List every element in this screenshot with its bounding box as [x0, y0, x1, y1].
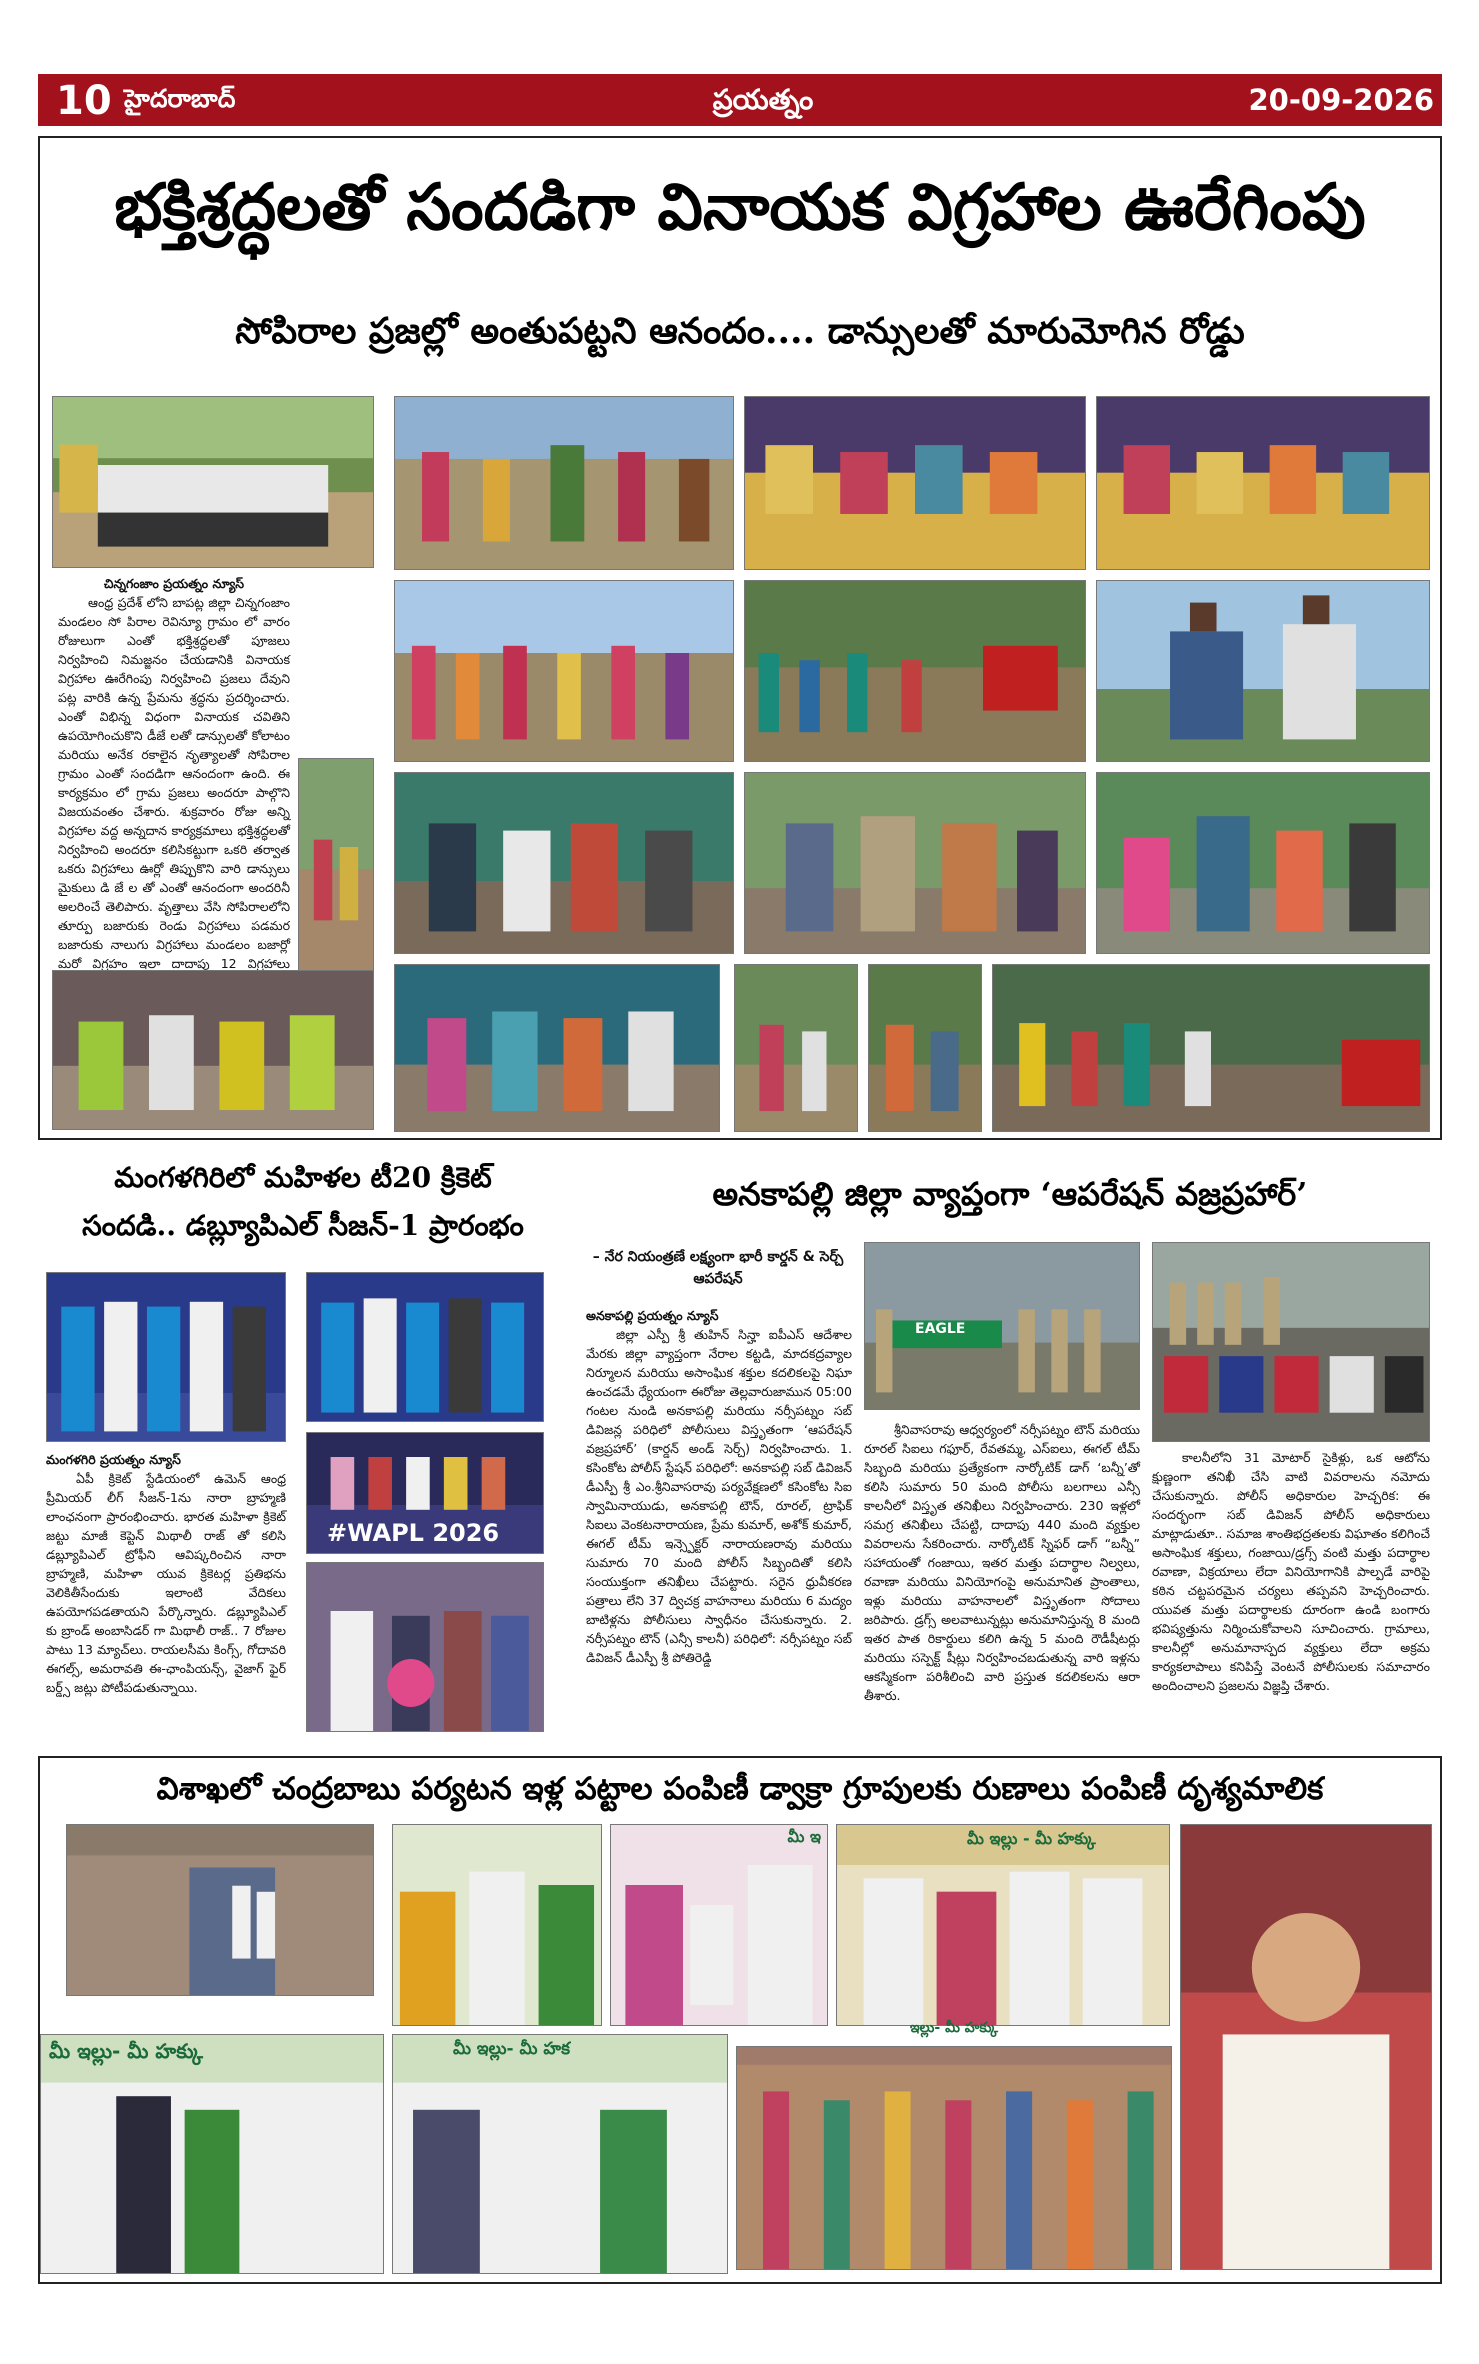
banner-text-4: మీ ఇల్లు- మీ హక — [453, 2039, 570, 2059]
eagle-banner: EAGLE — [915, 1321, 966, 1337]
photo-cbn-banner-1 — [836, 1824, 1170, 2026]
photo-cbn-portrait — [1180, 1824, 1432, 2270]
photo-cricket-players-2 — [306, 1272, 544, 1422]
story3-dateline: అనకాపల్లి ప్రయత్నం న్యూస్ — [586, 1308, 719, 1323]
story3-column1 — [586, 1306, 852, 1746]
story1-headline: భక్తిశ్రద్ధలతో సందడిగా వినాయక విగ్రహాల ఊరేగింపు — [114, 170, 1366, 245]
photo-cbn-women-1 — [392, 1824, 602, 2026]
photo-men-dancing-1 — [1096, 580, 1430, 762]
banner-text-5-wrap — [736, 2020, 1172, 2044]
banner-text-2: మీ ఇల్లు - మీ హక్కు — [967, 1829, 1096, 1848]
photo-cbn-women-crowd — [736, 2046, 1172, 2270]
story2-text-column — [46, 1450, 286, 1740]
photo-police-eagle-banner — [864, 1242, 1140, 1410]
story-cbn-visakha — [38, 1756, 1442, 2284]
story-operation-vajraprahar — [578, 1150, 1442, 1750]
photo-men-dancing-3 — [744, 772, 1086, 954]
story3-headline: అనకాపల్లి జిల్లా వ్యాప్తంగా ‘ఆపరేషన్ వజ్రప్రహార్’ — [712, 1175, 1308, 1213]
story3-subhead-text: – నేర నియంత్రణే లక్ష్యంగా భారీ కార్డన్ & సెర్చ్ ఆపరేషన్ — [592, 1249, 844, 1287]
story-ganesh-procession — [38, 136, 1442, 1140]
story1-text-column — [58, 574, 290, 978]
photo-street-crowd — [744, 580, 1086, 762]
story3-subhead — [586, 1246, 850, 1296]
photo-men-dancing-4 — [1096, 772, 1430, 954]
photo-cbn-crowd-walk — [66, 1824, 374, 1996]
photo-women-seated-1 — [744, 396, 1086, 570]
story-womens-cricket — [38, 1150, 568, 1740]
story2-body: ఏపీ క్రికెట్ స్టేడియంలో ఉమెన్ ఆంధ్ర ప్రీమియర్ లీగ్ సీజన్-1ను నారా బ్రాహ్మణి లాంఛనంగా ప్రారంభించారు. భారత మహిళా క్రికెట్ జట్టు మాజీ కెప్టెన్ మిథాలీ రాజ్ తో కలిసి డబ్ల్యూపిఎల్ ట్రోఫీని ఆవిష్కరించిన నారా బ్రాహ్మణి, మహిళా యువ క్రికెటర్ల ప్రతిభను వెలికితీసేందుకు ఇలాంటి వేదికలు ఉపయోగపడతాయని పేర్కొన్నారు. డబ్ల్యూపిఎల్ కు బ్రాండ్ అంబాసిడర్ గా మిథాలీ రాజ్.. 7 రోజుల పాటు 13 మ్యాచ్‌లు. రాయలసీమ కింగ్స్, గోదావరి ఈగల్స్, అమరావతి ఈ-ఛాంపియన్స్, వైజాగ్ ఫైర్ బర్డ్స్ జట్లు పోటీపడుతున్నాయి. — [46, 1471, 286, 1695]
edition-city: హైదరాబాద్ — [124, 84, 236, 113]
story3-column2 — [864, 1420, 1140, 1750]
photo-street-gathering — [734, 964, 858, 1132]
photo-trophy-bouquet — [306, 1562, 544, 1732]
photo-cbn-women-2 — [610, 1824, 828, 2026]
photo-police-motorcycles — [1152, 1242, 1430, 1442]
story2-dateline: మంగళగిరి ప్రయత్నం న్యూస్ — [46, 1452, 181, 1467]
photo-street-gathering-2 — [868, 964, 982, 1132]
banner-text-5: ఇల్లు- మీ హక్కు — [909, 2020, 999, 2036]
photo-group-men — [52, 396, 374, 568]
photo-crowd-tractor — [992, 964, 1430, 1132]
story2-headline-line1: మంగళగిరిలో మహిళల టీ20 క్రికెట్ — [114, 1161, 492, 1194]
wapl-banner: #WAPL 2026 — [327, 1519, 500, 1547]
issue-date: 20-09-2026 — [1248, 83, 1434, 117]
photo-women-dance — [394, 396, 734, 570]
story4-headline: విశాఖలో చంద్రబాబు పర్యటన ఇళ్ల పట్టాల పంపిణీ డ్వాక్రా గ్రూపులకు రుణాలు పంపిణీ దృశ్యమాలిక — [156, 1771, 1324, 1807]
story3-col3: కాలనీలోని 31 మోటార్ సైకిళ్లు, ఒక ఆటోను క్షుణ్ణంగా తనిఖీ చేసి వాటి వివరాలను నమోదు చేసుకున్నారు. పోలీస్ అధికారుల హెచ్చరిక: ఈ సందర్భంగా సబ్ డివిజన్ పోలీస్ అధికారులు మాట్లాడుతూ.. సమాజ శాంతిభద్రతలకు విఘాతం కలిగించే అసాంఘిక శక్తులు, గంజాయి/డ్రగ్స్ వంటి మత్తు పదార్థాల రవాణా, విక్రయాలు లేదా వినియోగానికి పాల్పడే వారిపై కఠిన చట్టపరమైన చర్యలు తప్పవని హెచ్చరించారు. యువత మత్తు పదార్థాలకు దూరంగా ఉండి బంగారు భవిష్యత్తును నిర్మించుకోవాలని సూచించారు. గ్రామాలు, కాలనీల్లో అనుమానాస్పద వ్యక్తులు లేదా అక్రమ కార్యకలాపాలు కనిపిస్తే వెంటనే పోలీసులకు సమాచారం అందించాలని ప్రజలను విజ్ఞప్తి చేశారు. — [1152, 1450, 1430, 1693]
story3-column3 — [1152, 1448, 1430, 1748]
story3-col2: శ్రీనివాసరావు ఆధ్వర్యంలో నర్సీపట్నం టౌన్ మరియు రూరల్ సిఐలు గఫూర్, రేవతమ్మ, ఎస్ఐలు, ఈగల్ టీమ్ సిబ్బంది మరియు ప్రత్యేకంగా నార్కోటిక్ డాగ్ ‘బన్నీ’తో కలిసి సుమారు 50 మంది పోలీసు బలగాలు ఎన్సీ కాలనీలో విస్తృత తనిఖీలు నిర్వహించారు. 230 ఇళ్లలో సమగ్ర తనిఖీలు చేపట్టి, దాదాపు 440 మంది వ్యక్తుల వివరాలను సేకరించారు. నార్కోటిక్ స్నిఫర్ డాగ్ “బన్నీ” సహాయంతో గంజాయి, ఇతర మత్తు పదార్థాల నిల్వలు, రవాణా మరియు వినియోగంపై అనుమానిత ప్రాంతాలు, ఇళ్లు మరియు వాహనాలలో విస్తృతంగా సోదాలు జరిపారు. డ్రగ్స్ అలవాటున్నట్లు అనుమానిస్తున్న 8 మంది ఇతర పాత రికార్డులు కలిగి ఉన్న 5 మంది రౌడీషీటర్లు మరియు సస్పెక్ట్ షీట్లు నిర్వహించబడుతున్న వారి ఇళ్లను ఆకస్మికంగా పరిశీలించి వారి ప్రస్తుత కదలికలను ఆరా తీశారు. — [864, 1422, 1140, 1703]
story3-col1: జిల్లా ఎస్పీ శ్రీ తుహిన్ సిన్హా ఐపీఎస్ ఆదేశాల మేరకు జిల్లా వ్యాప్తంగా నేరాల కట్టడి, మాదకద్రవ్యాల నిర్మూలన మరియు అసాంఘిక శక్తుల కదలికలపై నిఘా ఉంచడమే ధ్యేయంగా ఈరోజు తెల్లవారుజామున 05:00 గంటల నుండి అనకాపల్లి మరియు నర్సీపట్నం సబ్ డివిజన్ల పరిధిలో పోలీసులు విస్తృతంగా ‘ఆపరేషన్ వజ్రప్రహార్’ (కార్డన్ అండ్ సెర్చ్) నిర్వహించారు. 1. కసింకోట పోలీస్ స్టేషన్ పరిధిలో: అనకాపల్లి సబ్ డివిజన్ డీఎస్పీ శ్రీ ఎం.శ్రీనివాసరావు పర్యవేక్షణలో కసింకోట సిఐ స్వామినాయుడు, అనకాపల్లి టౌన్, రూరల్, ట్రాఫిక్ సిఐలు వెంకటనారాయణ, ప్రేమ కుమార్, అశోక్ కుమార్, ఈగల్ టీమ్ ఇన్స్పెక్టర్ నారాయణరావు మరియు సుమారు 70 మంది పోలీస్ సిబ్బందితో కలిసి సంయుక్తంగా తనిఖీలు చేపట్టారు. సరైన ధ్రువీకరణ పత్రాలు లేని 37 ద్విచక్ర వాహనాలు మరియు 6 మద్యం బాటిళ్లను పోలీసులు స్వాధీనం చేసుకున్నారు. 2. నర్సీపట్నం టౌన్ (ఎన్సీ కాలనీ) పరిధిలో: నర్సీపట్నం సబ్ డివిజన్ డీఎస్పీ శ్రీ పోతిరెడ్డి — [586, 1327, 852, 1665]
photo-cbn-handover-1 — [40, 2034, 384, 2274]
photo-wapl-launch — [306, 1432, 544, 1554]
page-number: 10 — [56, 78, 112, 124]
story1-subheadline: సోపిరాల ప్రజల్లో అంతుపట్టని ఆనందం.... డాన్సులతో మారుమోగిన రోడ్డు — [235, 310, 1245, 352]
photo-women-kolatam — [394, 580, 734, 762]
banner-text-1: మీ ఇ — [787, 1827, 821, 1846]
story1-body: ఆంధ్ర ప్రదేశ్ లోని బాపట్ల జిల్లా చిన్నగంజాం మండలం సో పిరాల రెవిన్యూ గ్రామం లో వారం రోజులుగా ఎంతో భక్తిశ్రద్ధలతో పూజలు నిర్వహించి నిమజ్జనం చేయడానికి వినాయక విగ్రహాల ఊరేగింపు నిర్వహించి ప్రజలు దేవుని పట్ల వారికి ఉన్న ప్రేమను శ్రద్ధను ప్రదర్శించారు. ఎంతో విభిన్న విధంగా వినాయక చవితిని ఉపయోగించుకొని డీజే లతో డాన్సులతో కోలాటం మరియు అనేక రకాలైన నృత్యాలతో సోపిరాల గ్రామం ఎంతో సందడిగా ఆనందంగా ఉంది. ఈ కార్యక్రమం లో గ్రామ ప్రజలు అందరూ పాల్గొని విజయవంతం చేశారు. శుక్రవారం రోజు అన్ని విగ్రహాల వద్ద అన్నదాన కార్యక్రమాలు భక్తిశ్రద్ధలతో నిర్వహించి అందరూ కలిసికట్టుగా ఒకరి తర్వాత ఒకరు విగ్రహాలు ఊర్లో తిప్పుకొని వారి డాన్సులు మైకులు డి జే ల తో ఎంతో ఆనందంగా అందరినీ అలరించే తెలిపారు. వృత్తాలు వేసి సోపిరాలలోని తూర్పు బజారుకు రెండు విగ్రహాలు పడమర బజారుకు నాలుగు విగ్రహాలు మండలం బజార్లో మరో విగ్రహం ఇలా దాదాపు 12 విగ్రహాలు — [58, 595, 290, 971]
story2-headline-line2: సందడి.. డబ్ల్యూపిఎల్ సీజన్-1 ప్రారంభం — [82, 1209, 524, 1242]
photo-procession-side — [298, 758, 374, 980]
photo-youth-dancing — [394, 964, 720, 1132]
paper-name: ప్రయత్నం — [712, 83, 814, 116]
story1-dateline: చిన్నగంజాం ప్రయత్నం న్యూస్ — [103, 576, 245, 591]
photo-boys-holi — [52, 970, 374, 1130]
banner-text-3: మీ ఇల్లు- మీ హక్కు — [49, 2039, 203, 2063]
photo-men-dancing-2 — [394, 772, 734, 954]
photo-cbn-handover-2 — [392, 2034, 728, 2274]
photo-women-seated-2 — [1096, 396, 1430, 570]
page-header — [38, 74, 1442, 126]
photo-cricket-players-1 — [46, 1272, 286, 1442]
